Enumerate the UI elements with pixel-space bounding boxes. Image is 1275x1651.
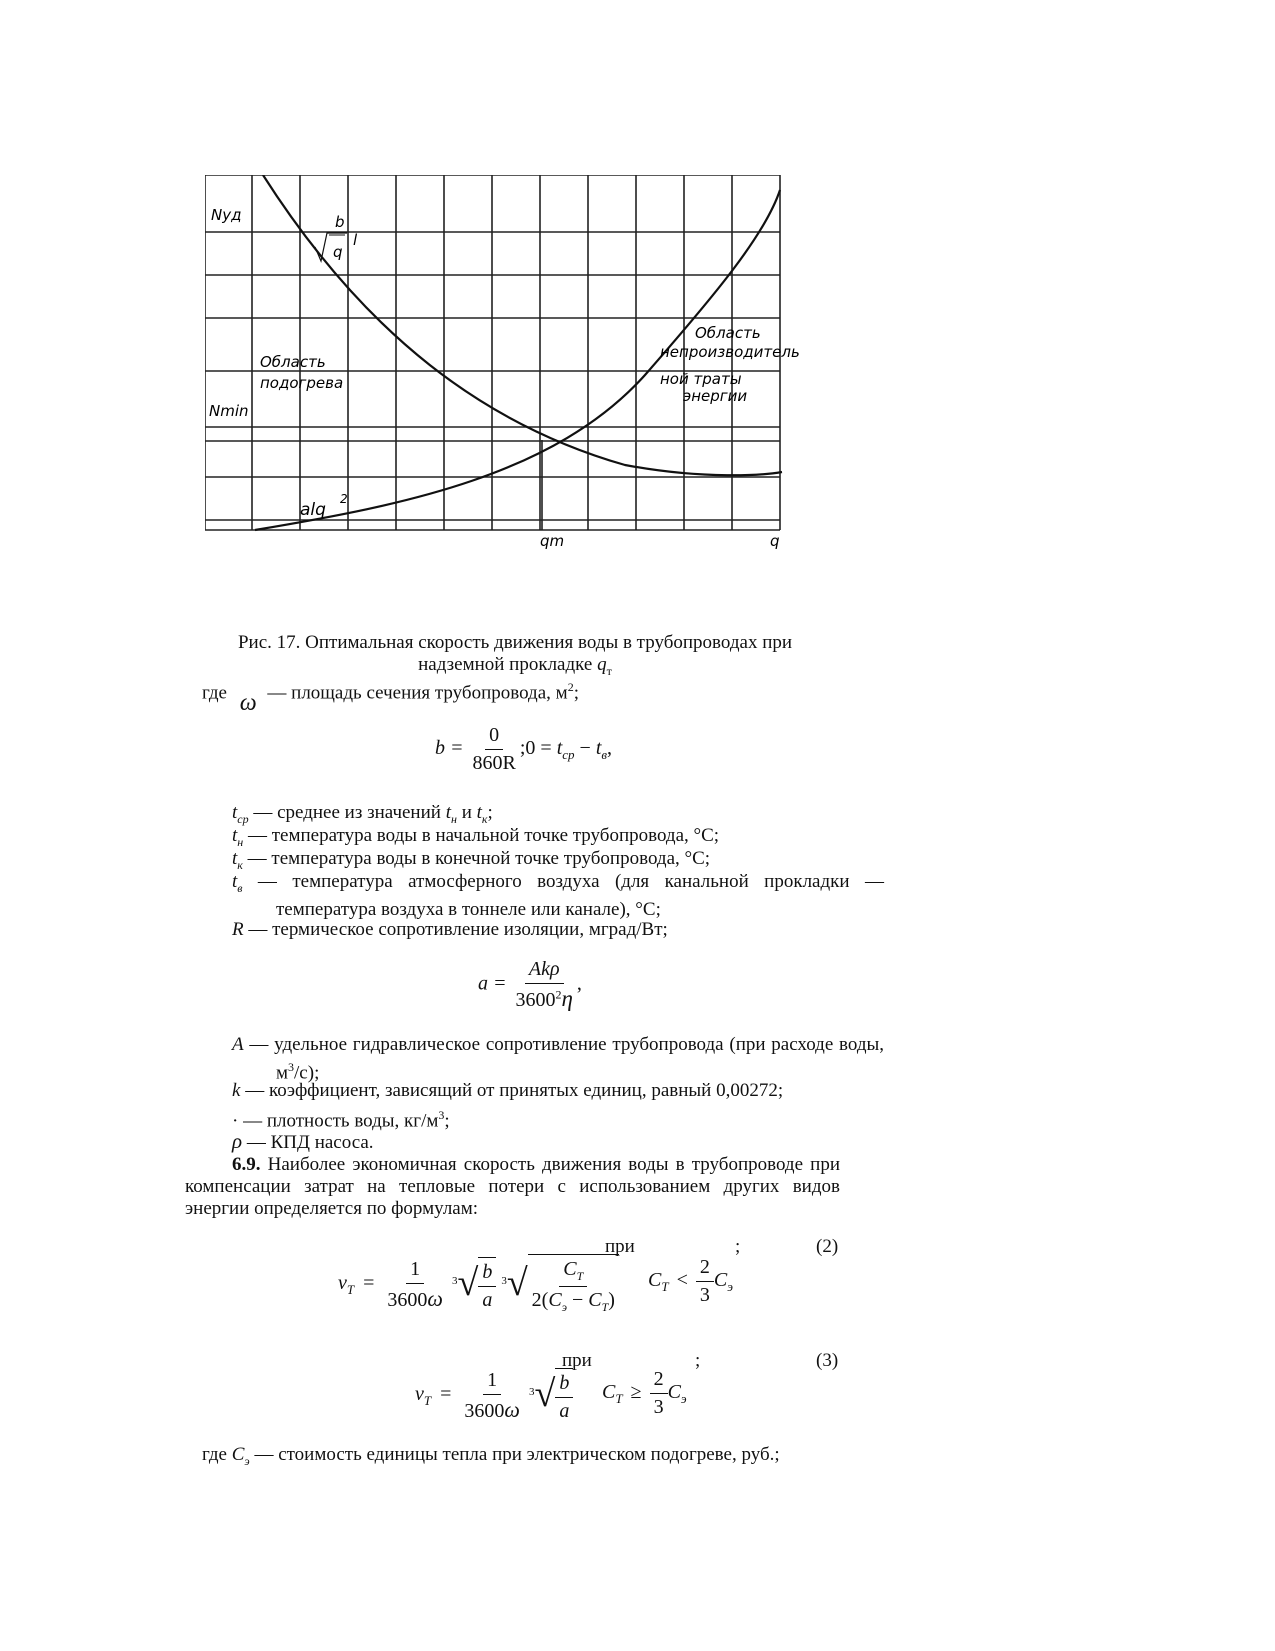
definition-A: A — удельное гидравлическое сопротивление трубопровода (при расходе воды, $м^3/с$); bbox=[232, 1034, 884, 1084]
eq3-number: (3) bbox=[816, 1350, 839, 1371]
omega-symbol: ω bbox=[239, 690, 257, 717]
equation-2: $v_T$ = $\frac{1}{3600\omega}$ $^3$ √ $\frac{b}{a}$ $^3$ √ $\frac{C_T}{2(C_э - C_T)}$ bbox=[338, 1254, 619, 1315]
label-l: l bbox=[353, 231, 358, 249]
label-q: q bbox=[770, 532, 780, 550]
where-omega-line: где ω — площадь сечения трубопровода, $м^2$; bbox=[202, 680, 579, 717]
equation-b: b = $\frac{0}{860R}$ ;0 = $t_{ср} - t_в$, bbox=[435, 724, 613, 774]
eq2-pri: при bbox=[605, 1236, 635, 1257]
eq2-number: (2) bbox=[816, 1236, 839, 1257]
equation-3: $v_T$ = $\frac{1}{3600\omega}$ $^3$ √ $\frac{b}{a}$ bbox=[415, 1368, 573, 1423]
label-alq: alq bbox=[300, 500, 326, 520]
definition-r: R — термическое сопротивление изоляции, мград/Вт; bbox=[232, 919, 668, 940]
label-nmin: Nmin bbox=[209, 402, 249, 420]
label-b: b bbox=[335, 213, 345, 231]
label-alq-sup: 2 bbox=[340, 492, 348, 506]
eq2-semicolon: ; bbox=[735, 1236, 741, 1257]
equation-a: a = $\frac{\text{Akρ}}{3600^2\eta}$ , bbox=[478, 958, 582, 1011]
equation-3-condition: $C_T$ ≥ $\frac{2}{3}$ $C_э$ bbox=[602, 1368, 687, 1418]
region-left-line2: подогрева bbox=[260, 374, 344, 392]
definition-tn: $t_н$ — температура воды в начальной точке трубопровода, °С; bbox=[232, 825, 720, 849]
caption-line2: надземной прокладке $q_т$ bbox=[418, 654, 612, 678]
region-right-line4: энергии bbox=[683, 387, 748, 405]
definition-tk: $t_к$ — температура воды в конечной точке трубопровода, °С; bbox=[232, 848, 711, 872]
equation-2-condition: $C_T$ < $\frac{2}{3}$ $C_э$ bbox=[648, 1256, 733, 1306]
region-right-line3: ной траты bbox=[660, 370, 742, 388]
definition-density: · — плотность воды, $кг/м^3$; bbox=[232, 1108, 450, 1132]
definition-k: k — коэффициент, зависящий от принятых единиц, равный 0,00272; bbox=[232, 1080, 784, 1101]
definition-ce: где $C_э$ — стоимость единицы тепла при электрическом подогреве, руб.; bbox=[202, 1444, 780, 1468]
region-right-line2: непроизводитель bbox=[660, 343, 800, 361]
region-right-line1: Область bbox=[695, 324, 761, 342]
region-left-line1: Область bbox=[260, 353, 326, 371]
definition-tcp: $t_{ср}$ — среднее из значений $t_н$ и $t_к$; bbox=[232, 802, 493, 826]
eq3-semicolon: ; bbox=[695, 1350, 701, 1371]
definition-tv: $t_в$ — температура атмосферного воздуха (для канальной прокладки — температура воздуха в тоннеле или канале), °С; bbox=[232, 871, 884, 920]
figure-caption bbox=[200, 632, 830, 682]
eq3-pri: при bbox=[562, 1350, 592, 1371]
label-nud: Nуд bbox=[211, 206, 242, 224]
label-qm: qm bbox=[540, 532, 565, 550]
figure-17-graph bbox=[205, 175, 825, 575]
caption-line1: Рис. 17. Оптимальная скорость движения воды в трубопроводах при bbox=[237, 632, 793, 653]
sqrt-b-over-q-label bbox=[315, 213, 358, 261]
label-q-den: q bbox=[333, 243, 343, 261]
paragraph-6-9: 6.9. Наиболее экономичная скорость движения воды в трубопроводе при компенсации затрат на тепловые потери с использованием других видов энергии определяется по формулам: bbox=[185, 1154, 840, 1219]
definition-rho: ρ — КПД насоса. bbox=[232, 1129, 374, 1153]
